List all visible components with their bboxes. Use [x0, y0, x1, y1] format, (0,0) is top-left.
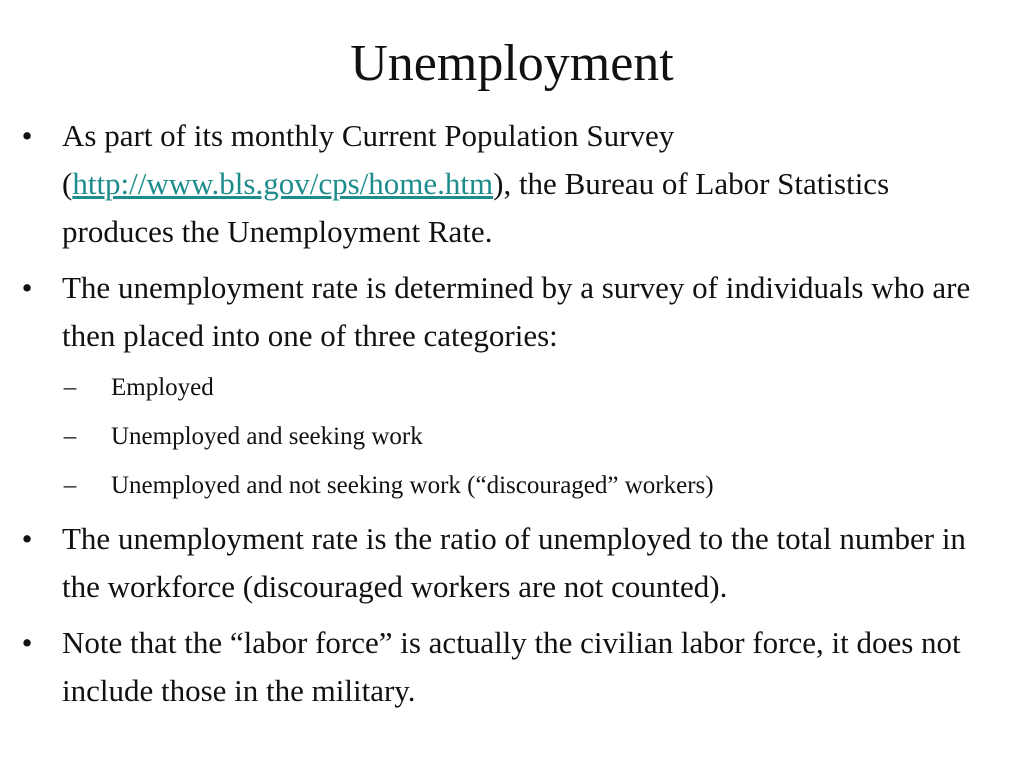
category-item-unemployed-not-seeking [0, 466, 1024, 506]
category-text: Unemployed and seeking work [111, 423, 423, 450]
bullet-mark: • [21, 118, 33, 153]
bullet-text: The unemployment rate is determined by a survey of individuals who are then placed into one of three categories: [62, 270, 971, 353]
bullet-mark: • [21, 270, 33, 305]
category-text: Employed [111, 374, 214, 401]
bullet-item-labor-force [0, 619, 1024, 715]
bullet-text-after-link: ), the Bureau of Labor Statistics produces the Unemployment Rate. [62, 166, 890, 249]
category-item-employed [0, 368, 1024, 408]
bls-cps-link[interactable]: http://www.bls.gov/cps/home.htm [72, 166, 494, 201]
bullet-item-survey [0, 264, 1024, 360]
slide-title: Unemployment [350, 35, 674, 92]
sub-bullet-mark: – [63, 423, 77, 450]
bullet-text: The unemployment rate is the ratio of unemployed to the total number in the workforce (discouraged workers are not counted). [62, 521, 966, 604]
bullet-mark: • [21, 625, 33, 660]
bullet-item-cps [0, 112, 1024, 256]
sub-bullet-mark: – [63, 472, 77, 499]
category-item-unemployed-seeking [0, 417, 1024, 457]
bullet-mark: • [21, 521, 33, 556]
bullet-text: Note that the “labor force” is actually the civilian labor force, it does not include those in the military. [62, 625, 961, 708]
category-list [0, 368, 1024, 506]
sub-bullet-mark: – [63, 374, 77, 401]
bullet-text-before-link: As part of its monthly Current Population Survey ( [62, 118, 675, 201]
slide-content [0, 112, 1024, 723]
bullet-item-ratio [0, 515, 1024, 611]
category-text: Unemployed and not seeking work (“discouraged” workers) [111, 472, 714, 499]
